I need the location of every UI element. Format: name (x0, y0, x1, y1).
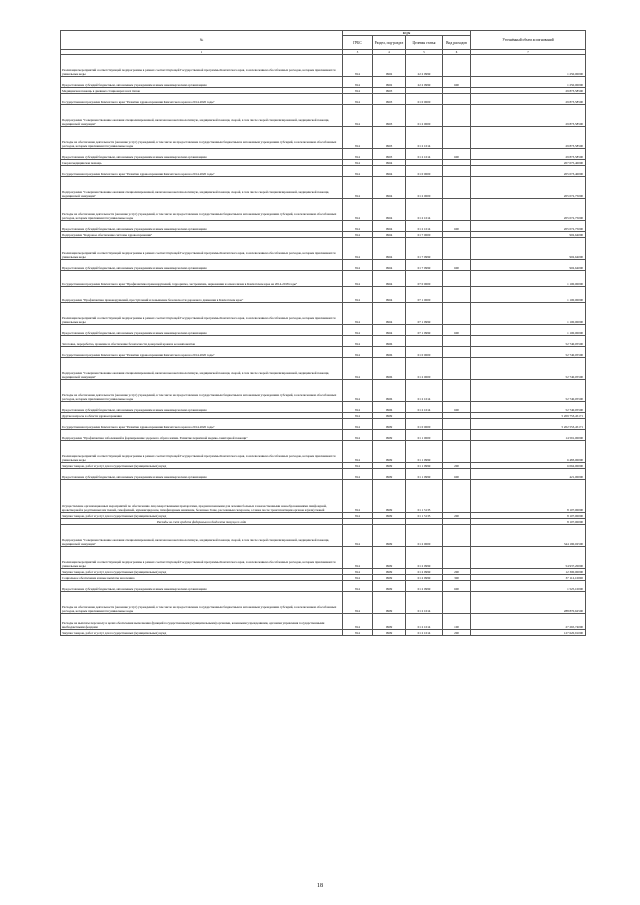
row-grbs: 814 (343, 402, 373, 413)
row-description: Предоставление субсидий бюджетным, автономным учреждениям и иным некоммерческим организациям (61, 260, 343, 271)
row-target: 07 1 0999 (406, 303, 443, 325)
row-amount: 8 107,00000 (471, 480, 586, 513)
row-grbs: 814 (343, 569, 373, 575)
row-grbs: 814 (343, 238, 373, 260)
row-grbs: 814 (343, 77, 373, 88)
row-target: 07 1 0999 (406, 325, 443, 336)
row-section: 0909 (373, 413, 406, 419)
row-target: 07 1 0000 (406, 287, 443, 303)
table-row (61, 77, 586, 88)
row-grbs: 814 (343, 149, 373, 160)
row-expense-type (443, 55, 471, 77)
row-grbs: 814 (343, 630, 373, 636)
row-description: Закупка товаров, работ и услуг для государственных (муниципальных) нужд (61, 513, 343, 519)
row-expense-type (443, 199, 471, 221)
row-section: 0904 (373, 325, 406, 336)
row-amount: 52 740,05500 (471, 380, 586, 402)
row-target: 01 2 0999 (406, 547, 443, 569)
row-section: 0909 (373, 614, 406, 630)
row-expense-type: 600 (443, 581, 471, 592)
row-amount: 902,64000 (471, 260, 586, 271)
row-expense-type: 200 (443, 513, 471, 519)
row-amount: 6 483,00000 (471, 441, 586, 463)
table-row (61, 581, 586, 592)
column-number: 4 (373, 50, 406, 55)
row-section: 0909 (373, 419, 406, 430)
row-target: 01 2 0999 (406, 581, 443, 592)
row-description: Подпрограмма "Совершенствование оказания специализированной, включая высокотехнологичную, медицинской помощи, скорой, в том числе скорой специализированной, медицинской помощи, медицинской эвакуации" (61, 177, 343, 199)
row-section: 0903 (373, 88, 406, 94)
row-amount: 902,64000 (471, 232, 586, 238)
row-target: 01 0 0000 (406, 347, 443, 358)
row-amount: 27 265,74000 (471, 614, 586, 630)
row-expense-type: 600 (443, 325, 471, 336)
row-grbs: 814 (343, 88, 373, 94)
row-amount: 1 525,10000 (471, 581, 586, 592)
row-description: Другие вопросы в области здравоохранения (61, 413, 343, 419)
row-expense-type: 600 (443, 469, 471, 480)
row-expense-type (443, 287, 471, 303)
table-row (61, 105, 586, 127)
row-description: Предоставление субсидий бюджетным, автономным учреждениям и иным некоммерческим организациям (61, 221, 343, 232)
row-grbs: 814 (343, 480, 373, 513)
table-row (61, 325, 586, 336)
table-row (61, 287, 586, 303)
row-description: Расходы за счет средств федерального бюджета текущего года (61, 519, 343, 525)
row-description: Предоставление субсидий бюджетным, автономным учреждениям и иным некоммерческим организациям (61, 581, 343, 592)
row-grbs: 814 (343, 463, 373, 469)
row-expense-type: 600 (443, 402, 471, 413)
row-grbs: 814 (343, 287, 373, 303)
row-description: Скорая медицинская помощь (61, 160, 343, 166)
row-amount: 8 107,00000 (471, 513, 586, 519)
row-target: 01 2 1014 (406, 402, 443, 413)
row-section: 0909 (373, 513, 406, 519)
row-description: Подпрограмма "Профилактика правонарушений, преступлений и повышение безопасности дорожного движения в Камчатском крае" (61, 287, 343, 303)
row-target: 01 1 0000 (406, 430, 443, 441)
row-amount: 52 740,05500 (471, 358, 586, 380)
table-row (61, 166, 586, 177)
row-description: Подпрограмма "Кадровое обеспечение системы здравоохранения" (61, 232, 343, 238)
row-grbs: 814 (343, 547, 373, 569)
row-amount: 37 112,10000 (471, 575, 586, 581)
row-amount: 12 300,00000 (471, 569, 586, 575)
row-section: 0904 (373, 177, 406, 199)
row-target: 01 2 1014 (406, 380, 443, 402)
row-target: 01 2 1014 (406, 630, 443, 636)
row-amount: 52 740,05500 (471, 402, 586, 413)
row-target: 01 7 0999 (406, 238, 443, 260)
table-row (61, 177, 586, 199)
table-row (61, 614, 586, 630)
row-grbs: 814 (343, 430, 373, 441)
row-section: 0904 (373, 232, 406, 238)
table-row (61, 441, 586, 463)
row-section: 0909 (373, 463, 406, 469)
table-row (61, 336, 586, 347)
row-description: Подпрограмма "Совершенствование оказания специализированной, включая высокотехнологичную, медицинской помощи, скорой, в том числе скорой специализированной, медицинской помощи, медицинской эвакуации" (61, 105, 343, 127)
header-section: Раздел, под-раздел (373, 36, 406, 50)
row-description: Государственная программа Камчатского края "Развитие здравоохранения Камчатского края на 2014-2020 годы" (61, 94, 343, 105)
row-amount: 1 250,00000 (471, 55, 586, 77)
row-grbs: 814 (343, 575, 373, 581)
table-row (61, 419, 586, 430)
row-grbs: 814 (343, 127, 373, 149)
row-target: 01 0 0000 (406, 419, 443, 430)
row-grbs: 814 (343, 513, 373, 519)
header-codes: коды (343, 31, 471, 36)
column-number: 6 (443, 50, 471, 55)
row-description: Расходы на выплаты персоналу в целях обеспечения выполнения функций государственными (муниципальными) органами, казенными учреждениями, органами управления государственными внебюджетными фондами (61, 614, 343, 630)
row-grbs: 814 (343, 441, 373, 463)
row-amount: 1 250,00000 (471, 77, 586, 88)
row-target: 01 2 1014 (406, 592, 443, 614)
row-expense-type: 200 (443, 569, 471, 575)
row-target: 01 7 0999 (406, 260, 443, 271)
row-description: Реализация мероприятий соответствующей подпрограммы в рамках соответствующей Государственной программы Камчатского края, за исключением обособленных расходов, которым присваиваются уникальные коды (61, 547, 343, 569)
table-row (61, 55, 586, 77)
row-grbs: 814 (343, 271, 373, 287)
row-section: 0903 (373, 149, 406, 160)
row-description: Реализация мероприятий соответствующей подпрограммы в рамках соответствующей Государственной программы Камчатского края, за исключением обособленных расходов, которым присваиваются уникальные коды (61, 238, 343, 260)
row-amount: 205 072,75000 (471, 199, 586, 221)
row-amount: 29 873,58500 (471, 149, 586, 160)
table-row (61, 480, 586, 513)
row-description: Закупка товаров, работ и услуг для государственных (муниципальных) нужд (61, 630, 343, 636)
row-target: 01 2 0999 (406, 575, 443, 581)
table-row (61, 525, 586, 547)
row-target: 01 2 1014 (406, 221, 443, 232)
row-grbs: 814 (343, 94, 373, 105)
row-section: 0903 (373, 105, 406, 127)
row-description: Предоставление субсидий бюджетным, автономным учреждениям и иным некоммерческим организациям (61, 149, 343, 160)
table-row (61, 380, 586, 402)
row-amount: 1 100,00000 (471, 303, 586, 325)
row-section: 0909 (373, 630, 406, 636)
row-target: 01 1 0999 (406, 441, 443, 463)
row-section: 0904 (373, 271, 406, 287)
row-amount: 54 937,20000 (471, 547, 586, 569)
row-target (406, 336, 443, 347)
row-grbs: 814 (343, 592, 373, 614)
header-number: № (61, 31, 343, 50)
row-expense-type (443, 441, 471, 463)
row-target: 01 2 1014 (406, 149, 443, 160)
row-amount: 52 740,05500 (471, 336, 586, 347)
row-target: 07 0 0000 (406, 271, 443, 287)
table-row (61, 199, 586, 221)
table-row (61, 238, 586, 260)
row-description: Осуществление организационных мероприятий по обеспечению лиц лекарственными препаратами, предназначенными для лечения больных злокачественными новообразованиями лимфоидной, кроветворной и родственных им тканей, гемофилией, муковисцидозом, гипофизарным нанизмом, болезнью Гоше, рассеянным склерозом, а также после трансплантации органов и (или) тканей (61, 480, 343, 513)
row-section: 0909 (373, 581, 406, 592)
row-description: Подпрограмма "Профилактика заболеваний и формирование здорового образа жизни. Развитие первичной медико-санитарной помощи" (61, 430, 343, 441)
row-description: Подпрограмма "Совершенствование оказания специализированной, включая высокотехнологичную, медицинской помощи, скорой, в том числе скорой специализированной, медицинской помощи, медицинской эвакуации" (61, 525, 343, 547)
row-amount: 207 075,40000 (471, 160, 586, 166)
document-sheet (60, 30, 585, 636)
row-grbs: 814 (343, 303, 373, 325)
column-number: 5 (406, 50, 443, 55)
row-expense-type (443, 303, 471, 325)
row-grbs: 814 (343, 232, 373, 238)
row-expense-type: 300 (443, 575, 471, 581)
table-row (61, 469, 586, 480)
row-amount: 14 591,00000 (471, 430, 586, 441)
row-target: 01 2 0000 (406, 525, 443, 547)
row-grbs: 814 (343, 347, 373, 358)
row-section: 0906 (373, 380, 406, 402)
row-grbs: 814 (343, 380, 373, 402)
row-target: 01 0 0000 (406, 166, 443, 177)
row-section: 0909 (373, 525, 406, 547)
row-grbs: 814 (343, 160, 373, 166)
row-grbs: 814 (343, 358, 373, 380)
row-grbs: 814 (343, 581, 373, 592)
table-row (61, 94, 586, 105)
row-target: 01 2 0999 (406, 569, 443, 575)
table-body (61, 55, 586, 636)
row-section: 0906 (373, 347, 406, 358)
row-description: Закупка товаров, работ и услуг для государственных (муниципальных) нужд (61, 569, 343, 575)
row-expense-type: 600 (443, 149, 471, 160)
page-number: 18 (317, 883, 323, 889)
row-amount: 1 100,00000 (471, 287, 586, 303)
row-section: 0904 (373, 238, 406, 260)
row-amount: 421,00000 (471, 469, 586, 480)
row-expense-type (443, 430, 471, 441)
row-section: 0909 (373, 569, 406, 575)
row-description: Предоставление субсидий бюджетным, автономным учреждениям и иным некоммерческим организациям (61, 469, 343, 480)
row-grbs: 814 (343, 199, 373, 221)
row-grbs: 814 (343, 525, 373, 547)
header-amount: Уточнённый объем ассигнований (471, 31, 586, 50)
row-expense-type (443, 336, 471, 347)
table-row (61, 347, 586, 358)
row-section: 0909 (373, 480, 406, 513)
row-grbs: 814 (343, 336, 373, 347)
row-amount: 344 190,02500 (471, 525, 586, 547)
row-expense-type (443, 127, 471, 149)
row-description: Медицинская помощь в дневных стационарах всех типов (61, 88, 343, 94)
table-row (61, 358, 586, 380)
column-number: 3 (343, 50, 373, 55)
row-section: 0906 (373, 336, 406, 347)
row-target: 01 2 0000 (406, 177, 443, 199)
row-expense-type (443, 94, 471, 105)
row-expense-type: 600 (443, 77, 471, 88)
table-row (61, 149, 586, 160)
row-description: Подпрограмма "Совершенствование оказания специализированной, включая высокотехнологичную, медицинской помощи, скорой, в том числе скорой специализированной, медицинской помощи, медицинской эвакуации" (61, 358, 343, 380)
row-section: 0904 (373, 166, 406, 177)
row-description: Предоставление субсидий бюджетным, автономным учреждениям и иным некоммерческим организациям (61, 77, 343, 88)
row-amount: 127 620,91000 (471, 630, 586, 636)
column-number: 7 (471, 50, 586, 55)
row-section: 0909 (373, 575, 406, 581)
row-grbs: 814 (343, 469, 373, 480)
row-expense-type (443, 480, 471, 513)
row-description: Расходы на обеспечение деятельности (оказание услуг) учреждений, в том числе на предоставление государственным бюджетным и автономным учреждениям субсидий, за исключением обособленных расходов, которым присваиваются уникальные коды (61, 199, 343, 221)
row-description: Социальное обеспечение и иные выплаты населению (61, 575, 343, 581)
table-row (61, 260, 586, 271)
table-row (61, 630, 586, 636)
row-grbs: 814 (343, 325, 373, 336)
row-section: 0906 (373, 358, 406, 380)
row-target: 01 7 0000 (406, 232, 443, 238)
row-grbs: 814 (343, 260, 373, 271)
row-target: 01 2 1014 (406, 199, 443, 221)
row-target: 01 2 1014 (406, 127, 443, 149)
row-amount: 1 100,00000 (471, 325, 586, 336)
header-type: Вид расходов (443, 36, 471, 50)
row-grbs: 814 (343, 221, 373, 232)
table-row (61, 402, 586, 413)
row-target: 01 2 1014 (406, 614, 443, 630)
row-description: Государственная программа Камчатского края "Развитие здравоохранения Камчатского края на 2014-2020 годы" (61, 419, 343, 430)
row-expense-type (443, 166, 471, 177)
row-section: 0902 (373, 55, 406, 77)
row-expense-type (443, 347, 471, 358)
row-grbs: 814 (343, 177, 373, 199)
row-target: 01 1 5135 (406, 480, 443, 513)
row-amount: 205 072,75000 (471, 177, 586, 199)
row-expense-type: 100 (443, 614, 471, 630)
row-target: 22 2 0999 (406, 77, 443, 88)
header-target: Целевая статья (406, 36, 443, 50)
row-description: Реализация мероприятий соответствующей подпрограммы в рамках соответствующей Государственной программы Камчатского края, за исключением обособленных расходов, которым присваиваются уникальные коды (61, 441, 343, 463)
row-section: 0904 (373, 221, 406, 232)
row-section: 0903 (373, 94, 406, 105)
row-amount: 29 873,58500 (471, 105, 586, 127)
row-expense-type (443, 380, 471, 402)
row-description: Расходы на обеспечение деятельности (оказание услуг) учреждений, в том числе на предоставление государственным бюджетным и автономным учреждениям субсидий, за исключением обособленных расходов, которым присваиваются уникальные коды (61, 380, 343, 402)
row-target: 01 2 0000 (406, 105, 443, 127)
row-description: Предоставление субсидий бюджетным, автономным учреждениям и иным некоммерческим организациям (61, 402, 343, 413)
row-expense-type (443, 271, 471, 287)
row-amount: 29 873,58500 (471, 94, 586, 105)
header-grbs: ГРБС (343, 36, 373, 50)
row-expense-type (443, 525, 471, 547)
row-expense-type: 600 (443, 221, 471, 232)
row-grbs: 814 (343, 419, 373, 430)
row-section: 0909 (373, 592, 406, 614)
row-expense-type (443, 592, 471, 614)
row-target: 01 1 0999 (406, 463, 443, 469)
row-section: 0902 (373, 77, 406, 88)
row-description: Реализация мероприятий соответствующей подпрограммы в рамках соответствующей Государственной программы Камчатского края, за исключением обособленных расходов, которым присваиваются уникальные коды (61, 55, 343, 77)
row-expense-type (443, 358, 471, 380)
row-amount: 288 870,62500 (471, 592, 586, 614)
row-amount: 5 209 753,45171 (471, 413, 586, 419)
row-expense-type (443, 177, 471, 199)
table-row (61, 547, 586, 569)
row-expense-type (443, 419, 471, 430)
row-section: 0909 (373, 547, 406, 569)
budget-table (60, 30, 586, 636)
row-amount: 1 100,00000 (471, 271, 586, 287)
row-expense-type: 200 (443, 463, 471, 469)
row-target: 22 2 0999 (406, 55, 443, 77)
row-description: Расходы на обеспечение деятельности (оказание услуг) учреждений, в том числе на предоставление государственным бюджетным и автономным учреждениям субсидий, за исключением обособленных расходов, которым присваиваются уникальные коды (61, 127, 343, 149)
row-grbs: 814 (343, 105, 373, 127)
row-section: 0904 (373, 160, 406, 166)
column-number: 1 (61, 50, 343, 55)
row-section: 0904 (373, 287, 406, 303)
row-section: 0909 (373, 430, 406, 441)
row-section: 0904 (373, 260, 406, 271)
row-description: Заготовка, переработка, хранение и обеспечение безопасности донорской крови и ее компонентов (61, 336, 343, 347)
row-grbs: 814 (343, 55, 373, 77)
row-section: 0909 (373, 469, 406, 480)
row-expense-type (443, 105, 471, 127)
row-amount: 8 107,00000 (471, 519, 586, 525)
row-amount: 205 072,75000 (471, 221, 586, 232)
row-description: Государственная программа Камчатского края "Развитие здравоохранения Камчатского края на 2014-2020 годы" (61, 347, 343, 358)
row-amount: 29 873,58500 (471, 127, 586, 149)
row-grbs: 814 (343, 166, 373, 177)
row-expense-type: 200 (443, 630, 471, 636)
row-section: 0904 (373, 303, 406, 325)
row-amount: 5 202 553,45171 (471, 419, 586, 430)
row-target: 01 0 0000 (406, 94, 443, 105)
row-amount: 902,64000 (471, 238, 586, 260)
table-row (61, 430, 586, 441)
row-section: 0903 (373, 127, 406, 149)
row-target: 01 2 0000 (406, 358, 443, 380)
row-description: Государственная программа Камчатского края "Профилактика правонарушений, терроризма, экстремизма, наркомании и алкоголизма в Камчатском крае на 2014-2018 годы" (61, 271, 343, 287)
row-expense-type (443, 238, 471, 260)
row-description: Предоставление субсидий бюджетным, автономным учреждениям и иным некоммерческим организациям (61, 325, 343, 336)
row-description: Реализация мероприятий соответствующей подпрограммы в рамках соответствующей Государственной программы Камчатского края, за исключением обособленных расходов, которым присваиваются уникальные коды (61, 303, 343, 325)
row-description: Государственная программа Камчатского края "Развитие здравоохранения Камчатского края на 2014-2020 годы" (61, 166, 343, 177)
row-grbs: 814 (343, 614, 373, 630)
row-expense-type (443, 547, 471, 569)
table-row (61, 221, 586, 232)
row-description: Закупка товаров, работ и услуг для государственных (муниципальных) нужд (61, 463, 343, 469)
table-header (61, 31, 586, 55)
row-section: 0906 (373, 402, 406, 413)
row-amount: 205 073,40000 (471, 166, 586, 177)
table-row (61, 127, 586, 149)
row-target: 01 1 0999 (406, 469, 443, 480)
table-row (61, 592, 586, 614)
row-description: Расходы на обеспечение деятельности (оказание услуг) учреждений, в том числе на предоставление государственным бюджетным и автономным учреждениям субсидий, за исключением обособленных расходов, которым присваиваются уникальные коды (61, 592, 343, 614)
table-row (61, 303, 586, 325)
row-grbs: 814 (343, 413, 373, 419)
row-amount: 52 740,05500 (471, 347, 586, 358)
table-row (61, 271, 586, 287)
row-expense-type: 600 (443, 260, 471, 271)
row-target: 01 1 5135 (406, 513, 443, 519)
row-section: 0909 (373, 441, 406, 463)
row-section: 0904 (373, 199, 406, 221)
row-amount: 29 873,58500 (471, 88, 586, 94)
row-amount: 6 062,00000 (471, 463, 586, 469)
